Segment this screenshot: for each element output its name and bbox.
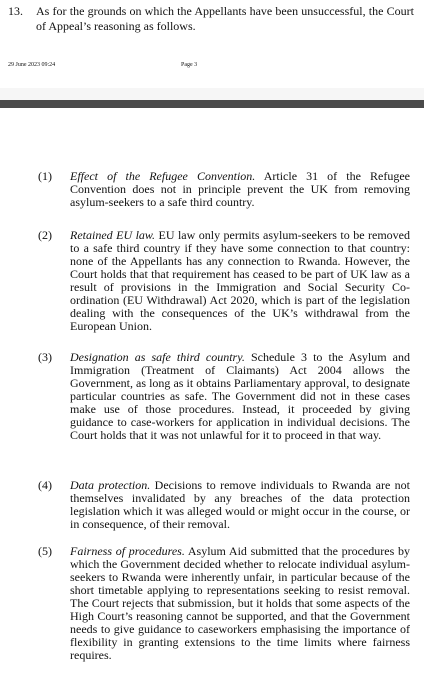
list-item-number: (2) — [38, 228, 52, 242]
list-item-body: Schedule 3 to the Asylum and Immigration (Treatment of Claimants) Act 2004 allows the Government, as long as it obtains Parliamentary approval, to designate particular countries as safe. The Government did not in these cases make use of those procedures. Instead, it proceeded by giving guidance to case-workers for application in individual decisions. The Court holds that it was not unlawful for it to proceed in that way. — [70, 350, 410, 442]
paragraph-text: As for the grounds on which the Appellants have been unsuccessful, the Court of Appeal’s reasoning as follows. — [36, 4, 414, 33]
page-footer-date: 29 June 2023 09:24 — [8, 62, 56, 68]
list-item-number: (4) — [38, 478, 52, 492]
page-gap — [0, 88, 424, 100]
list-item-body: Article 31 of the Refugee Convention does not in principle prevent the UK from removing asylum-seekers to a safe third country. — [70, 169, 410, 209]
list-item-heading: Data protection. — [70, 478, 151, 492]
list-item-number: (5) — [38, 544, 52, 558]
previous-page-bottom — [0, 0, 424, 88]
list-item-number: (3) — [38, 350, 52, 364]
list-item-number: (1) — [38, 169, 52, 183]
list-item-body: Asylum Aid submitted that the procedures by which the Government decided whether to relocate individual asylum-seekers to Rwanda were inherently unfair, in particular because of the short timetable applying to representations seeking to resist removal. The Court rejects that submission, but it holds that some aspects of the High Court’s reasoning cannot be supported, and that the Government needs to give guidance to caseworkers emphasising the importance of flexibility in granting extensions to the time limits where fairness requires. — [70, 544, 410, 662]
paragraph-number: 13. — [8, 4, 23, 18]
page-footer-number: Page 3 — [181, 62, 198, 68]
list-item-text — [70, 545, 410, 662]
list-item-heading: Retained EU law. — [70, 228, 156, 242]
page-divider — [0, 100, 424, 108]
list-item-text — [70, 170, 410, 209]
list-item-text — [70, 351, 410, 442]
list-item-text — [70, 479, 410, 531]
list-item-body: Decisions to remove individuals to Rwanda are not themselves invalidated by any breaches of the data protection legislation which it was alleged would or might occur in the course, or in consequence, of their removal. — [70, 478, 410, 531]
list-item-body: EU law only permits asylum-seekers to be removed to a safe third country if they have some connection to that country: none of the Appellants has any connection to Rwanda. However, the Court holds that that requirement has ceased to be part of UK law as a result of provisions in the Immigration and Social Security Co-ordination (EU Withdrawal) Act 2020, which is part of the legislation dealing with the consequences of the UK’s withdrawal from the European Union. — [70, 228, 410, 333]
list-item-text — [70, 229, 410, 333]
list-item-heading: Fairness of procedures. — [70, 544, 185, 558]
list-item-heading: Effect of the Refugee Convention. — [70, 169, 256, 183]
list-item-heading: Designation as safe third country. — [70, 350, 245, 364]
